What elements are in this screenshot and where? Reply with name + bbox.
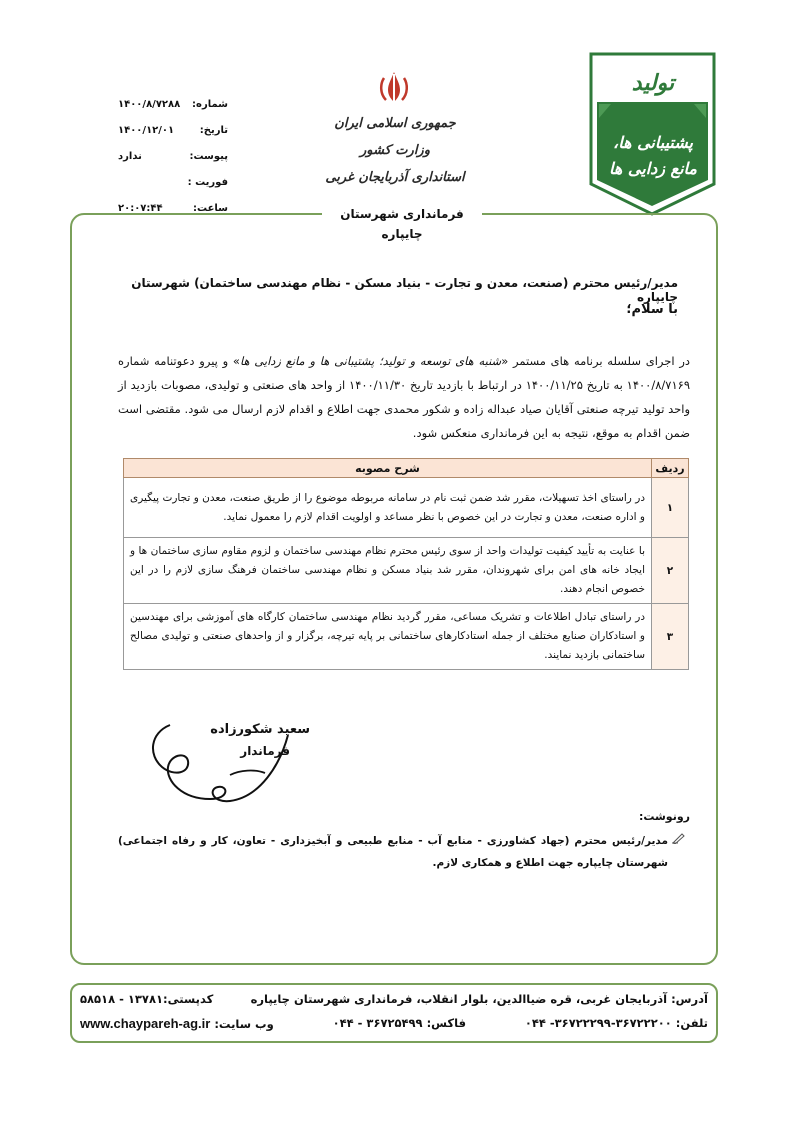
footer-postal-code: کدپستی:۱۳۷۸۱ - ۵۸۵۱۸	[80, 992, 214, 1006]
iran-emblem-icon	[374, 68, 414, 108]
paragraph-part-1: در اجرای سلسله برنامه های مستمر «	[501, 354, 690, 368]
table-row	[124, 478, 689, 538]
paragraph-part-2: » و پیرو دعوتنامه شماره ۱۴۰۰/۸/۷۱۶۹ به تاریخ ۱۴۰۰/۱۱/۲۵ در ارتباط با بازدید تاریخ ۱۴۰۰/۱۱/۳۰ از واحد های صنعتی و تولیدی، مصوبات بازدید از واحد تولید تیرچه صنعتی آقایان صیاد عبداله زاده و شکور محمدی جهت اطلاع و اقدام لازم ارسال می شود. مقتضی است ضمن اقدام به موقع، نتیجه به این فرمانداری منعکس شود.	[118, 354, 690, 440]
time-label: ساعت:	[192, 203, 228, 214]
footer-phone: تلفن: ۳۶۷۲۲۲۰۰-۳۶۷۲۲۲۹۹- ۰۴۴	[524, 1016, 708, 1030]
row-number: ۳	[652, 604, 689, 670]
date-label: تاریخ:	[199, 125, 228, 136]
footer-fax: فاکس: ۳۶۷۲۵۴۹۹ - ۰۴۴	[332, 1016, 466, 1030]
row-number: ۱	[652, 478, 689, 538]
badge-motto-line-2: مانع زدایی ها	[609, 159, 697, 178]
signatory-name: سعید شکورزاده	[210, 722, 310, 737]
footer-website-label: وب سایت:	[214, 1017, 274, 1031]
letter-paragraph	[118, 349, 690, 445]
footer-website-group	[80, 1016, 274, 1031]
badge-title: تولید	[631, 70, 675, 96]
table-header-row	[124, 459, 689, 478]
table-row	[124, 604, 689, 670]
ministry-header	[300, 110, 490, 191]
header-line-1: جمهوری اسلامی ایران	[334, 116, 456, 131]
letter-meta	[118, 92, 228, 222]
addressee: مدیر/رئیس محترم (صنعت، معدن و تجارت - بنیاد مسکن - نظام مهندسی ساختمان) شهرستان چایپاره	[131, 276, 678, 304]
footer-address: آدرس: آذربایجان غربی، قره ضیاالدین، بلوار انقلاب، فرمانداری شهرستان چایپاره	[250, 992, 708, 1006]
footer-line-1	[80, 992, 708, 1006]
row-text: در راستای تبادل اطلاعات و تشریک مساعی، مقرر گردید نظام مهندسی ساختمان کارگاه های آموزشی برای مهندسین و استادکاران صنایع مختلف از جمله استادکارهای ساختمانی بر پایه تیرچه، برگزار و از واحدهای صنعتی و تولیدی مصالح ساختمانی بازدید نمایند.	[124, 604, 652, 670]
row-number: ۲	[652, 538, 689, 604]
badge-motto	[598, 130, 708, 182]
copies-label: رونوشت:	[638, 810, 690, 823]
badge-motto-line-1: پشتیبانی ها،	[613, 133, 693, 152]
program-title: شنبه های توسعه و تولید؛ پشتیبانی ها و مانع زدایی ها	[239, 354, 502, 368]
footer-line-2	[80, 1016, 708, 1031]
time-value: ۲۰:۰۷:۴۴	[118, 203, 163, 214]
header-line-3: استانداری آذربایجان غربی	[325, 170, 465, 185]
org-title: فرمانداری شهرستان چایپاره	[322, 204, 482, 244]
row-text: با عنایت به تأیید کیفیت تولیدات واحد از سوی رئیس محترم نظام مهندسی ساختمان و لزوم مقاوم سازی ساختمان ها و ایجاد خانه های امن برای شهروندان، مقرر شد بنیاد مسکن و نظام مهندسی ساختمان فرهنگ سازی لازم را در این خصوص انجام دهند.	[124, 538, 652, 604]
date-value: ۱۴۰۰/۱۲/۰۱	[118, 125, 175, 136]
footer-website-link[interactable]: www.chaypareh-ag.ir	[80, 1016, 211, 1031]
attachment-value: ندارد	[118, 151, 142, 162]
attachment-label: پیوست:	[189, 151, 228, 162]
number-label: شماره:	[192, 99, 228, 110]
column-header-description: شرح مصوبه	[124, 459, 652, 478]
header-line-2: وزارت کشور	[360, 143, 430, 158]
copies-text: مدیر/رئیس محترم (جهاد کشاورزی - منابع آب - منابع طبیعی و آبخیزداری - تعاون، کار و رفاه اجتماعی) شهرستان چایپاره جهت اطلاع و همکاری لازم.	[118, 835, 668, 869]
table-row	[124, 538, 689, 604]
resolutions-table	[123, 458, 689, 670]
urgency-label: فوریت :	[187, 177, 228, 188]
number-value: ۱۴۰۰/۸/۷۲۸۸	[118, 99, 181, 110]
greeting: با سلام؛	[626, 302, 678, 317]
row-text: در راستای اخذ تسهیلات، مقرر شد ضمن ثبت نام در سامانه مربوطه موضوع را از طریق صنعت، معدن و تجارت پیگیری و اداره صنعت، معدن و تجارت در این خصوص با نظر مساعد و اولویت اقدام لازم را معمول نماید.	[124, 478, 652, 538]
pen-icon	[672, 832, 686, 844]
column-header-number: ردیف	[652, 459, 689, 478]
signatory-title: فرماندار	[240, 744, 290, 758]
